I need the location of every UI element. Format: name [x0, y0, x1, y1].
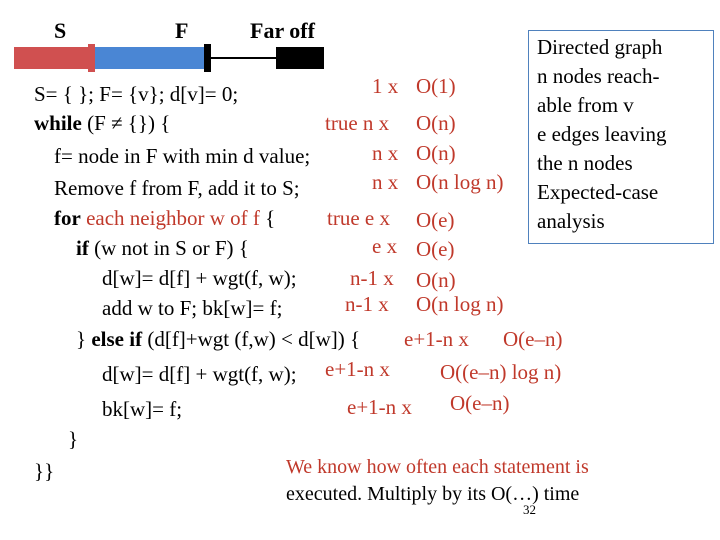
count-line-5: true e x [327, 206, 390, 230]
code-line-10: d[w]= d[f] + wgt(f, w); [102, 362, 297, 386]
code-line-8: add w to F; bk[w]= f; [102, 296, 283, 320]
box-line: Expected-case [537, 180, 659, 204]
frontier-marker [88, 44, 95, 72]
code-line-12: } [68, 427, 79, 451]
settled-set-bar [14, 47, 94, 69]
keyword-else-if: else if [91, 327, 143, 351]
box-line: analysis [537, 209, 605, 233]
count-line-10: e+1-n x [325, 357, 390, 381]
code-line-7: d[w]= d[f] + wgt(f, w); [102, 266, 297, 290]
code-line-2 [34, 111, 170, 135]
count-line-9: e+1-n x [404, 327, 469, 351]
code-line-13: }} [34, 459, 55, 483]
code-line-6 [76, 236, 249, 260]
slide-number: 32 [523, 502, 536, 517]
code-line-3: f= node in F with min d value; [54, 144, 311, 168]
code-text: { [259, 206, 276, 230]
order-line-4: O(n log n) [416, 170, 504, 194]
order-line-9: O(e–n) [503, 327, 563, 351]
code-line-9 [76, 327, 360, 351]
frontier-set-bar [94, 47, 210, 69]
count-line-1: 1 x [372, 74, 399, 98]
code-line-5 [54, 206, 275, 230]
label-S: S [54, 18, 67, 43]
keyword-if: if [76, 236, 89, 260]
order-line-10: O((e–n) log n) [440, 360, 562, 384]
label-F: F [175, 18, 189, 43]
order-line-1: O(1) [416, 74, 456, 98]
count-line-11: e+1-n x [347, 395, 412, 419]
box-line: e edges leaving [537, 122, 667, 146]
code-line-11: bk[w]= f; [102, 397, 183, 421]
box-line: the n nodes [537, 151, 633, 175]
far-off-set-bar [276, 47, 324, 69]
box-line: Directed graph [537, 35, 663, 59]
set-connector-line [210, 57, 276, 59]
count-line-8: n-1 x [345, 292, 389, 316]
graph-assumptions-box [528, 30, 714, 244]
code-prefix: } [76, 327, 92, 351]
count-line-6: e x [372, 234, 398, 258]
count-line-4: n x [372, 170, 399, 194]
label-far-off: Far off [250, 18, 315, 43]
order-line-5: O(e) [416, 208, 455, 232]
order-line-3: O(n) [416, 141, 456, 165]
code-line-1: S= { }; F= {v}; d[v]= 0; [34, 82, 239, 106]
keyword-for: for [54, 206, 81, 230]
order-line-2: O(n) [416, 111, 456, 135]
order-line-6: O(e) [416, 237, 455, 261]
count-line-2: true n x [325, 111, 390, 135]
code-line-4: Remove f from F, add it to S; [54, 176, 300, 200]
box-line: n nodes reach- [537, 64, 660, 88]
count-line-3: n x [372, 141, 399, 165]
order-line-11: O(e–n) [450, 391, 510, 415]
box-line: able from v [537, 93, 634, 117]
count-line-7: n-1 x [350, 266, 394, 290]
code-text-red: each neighbor w of f [80, 206, 260, 230]
order-line-8: O(n log n) [416, 292, 504, 316]
order-line-7: O(n) [416, 268, 456, 292]
note-line-1: We know how often each statement is [286, 456, 589, 478]
code-text: (d[f]+wgt (f,w) < d[w]) { [142, 327, 361, 351]
note-line-2: executed. Multiply by its O(…) time [286, 483, 580, 505]
code-text: (w not in S or F) { [88, 236, 249, 260]
code-text: (F ≠ {}) { [81, 111, 171, 135]
keyword-while: while [34, 111, 82, 135]
